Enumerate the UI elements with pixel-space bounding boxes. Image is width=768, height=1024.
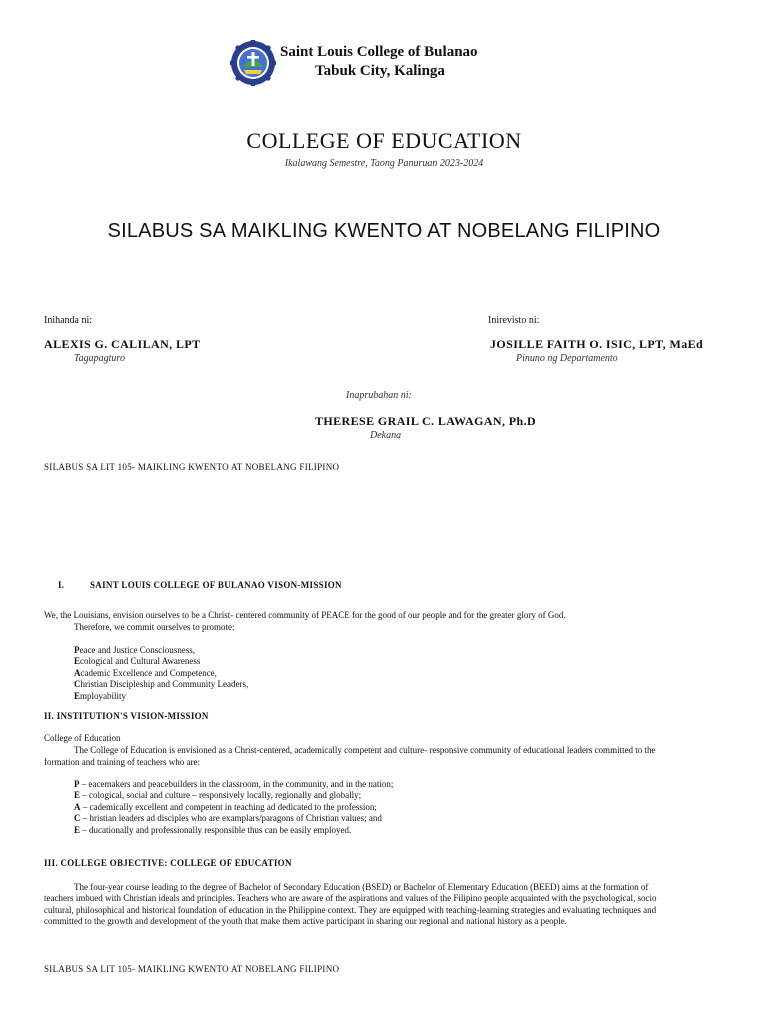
section3-line-4: committed to the growth and development of the youth that make them active participant in sharing our regional and national history as a people.	[44, 916, 567, 926]
section1-number: I.	[58, 580, 65, 590]
section3-line-3: cultural, philosophical and historical foundation of education in the Philippine context. They are equipped with teaching-learning strategies and evaluating techniques and	[44, 905, 657, 915]
list-item: A – cademically excellent and competent in teaching ad dedicated to the profession;	[74, 801, 377, 812]
section3-line-1: The four-year course leading to the degree of Bachelor of Secondary Education (BSED) or Bachelor of Elementary Education (BEED) aims at the formation of	[74, 882, 649, 892]
section3-line-2: teachers imbued with Christian ideals and principles. Teachers who are aware of the aspirations and values of the Filipino people acquainted with the psychological, socio	[44, 893, 657, 903]
section2-subheading: College of Education	[44, 733, 121, 743]
approved-by-label: Inaprubahan ni:	[346, 390, 412, 401]
running-header-bottom: SILABUS SA LIT 105- MAIKLING KWENTO AT NOBELANG FILIPINO	[44, 964, 340, 974]
school-name: Saint Louis College of Bulanao	[280, 44, 478, 60]
approved-by-name: THERESE GRAIL C. LAWAGAN, Ph.D	[315, 414, 537, 428]
section2-para1: The College of Education is envisioned as a Christ-centered, academically competent and culture- responsive community of educational leaders committed to the	[74, 745, 656, 755]
list-item: E – cological, social and culture – responsively locally, regionally and globally;	[74, 790, 362, 801]
section2-para2: formation and training of teachers who are:	[44, 757, 200, 767]
school-seal-logo	[230, 40, 276, 86]
list-item: Peace and Justice Consciousness,	[74, 645, 195, 655]
section1-title: SAINT LOUIS COLLEGE OF BULANAO VISON-MISSION	[90, 580, 342, 590]
section1-para2: Therefore, we commit ourselves to promote:	[74, 622, 235, 632]
running-header-top: SILABUS SA LIT 105- MAIKLING KWENTO AT NOBELANG FILIPINO	[44, 462, 340, 472]
list-item: Academic Excellence and Competence,	[74, 667, 217, 678]
section2-title: II. INSTITUTION'S VISION-MISSION	[44, 711, 209, 721]
list-item: C – hristian leaders ad disciples who are examplars/paragons of Christian values; and	[74, 813, 382, 824]
approved-by-role: Dekana	[370, 430, 402, 441]
section2-list	[74, 779, 393, 836]
course-title: SILABUS SA MAIKLING KWENTO AT NOBELANG FILIPINO	[107, 220, 661, 242]
prepared-by-label: Inihanda ni:	[44, 315, 93, 326]
semester-line: Ikalawang Semestre, Taong Panuruan 2023-2024	[284, 158, 484, 169]
reviewed-by-role: Pinuno ng Departamento	[516, 353, 618, 364]
reviewed-by-name: JOSILLE FAITH O. ISIC, LPT, MaEd	[490, 337, 704, 351]
list-item: Christian Discipleship and Community Leaders,	[74, 679, 249, 690]
school-location: Tabuk City, Kalinga	[315, 63, 445, 79]
section1-para1: We, the Louisians, envision ourselves to be a Christ- centered community of PEACE for the good of our people and for the greater glory of God.	[44, 610, 566, 620]
section3-title: III. COLLEGE OBJECTIVE: COLLEGE OF EDUCATION	[44, 858, 292, 868]
reviewed-by-label: Inirevisto ni:	[488, 315, 540, 326]
list-item: Employability	[74, 690, 127, 701]
section1-list	[74, 645, 248, 702]
list-item: E – ducationally and professionally responsible thus can be easily employed.	[74, 824, 352, 835]
list-item: Ecological and Cultural Awareness	[74, 656, 201, 667]
prepared-by-role: Tagapagturo	[74, 353, 125, 364]
list-item: P – eacemakers and peacebuilders in the classroom, in the community, and in the nation;	[74, 779, 394, 789]
prepared-by-name: ALEXIS G. CALILAN, LPT	[44, 337, 201, 351]
college-title: COLLEGE OF EDUCATION	[246, 128, 522, 153]
